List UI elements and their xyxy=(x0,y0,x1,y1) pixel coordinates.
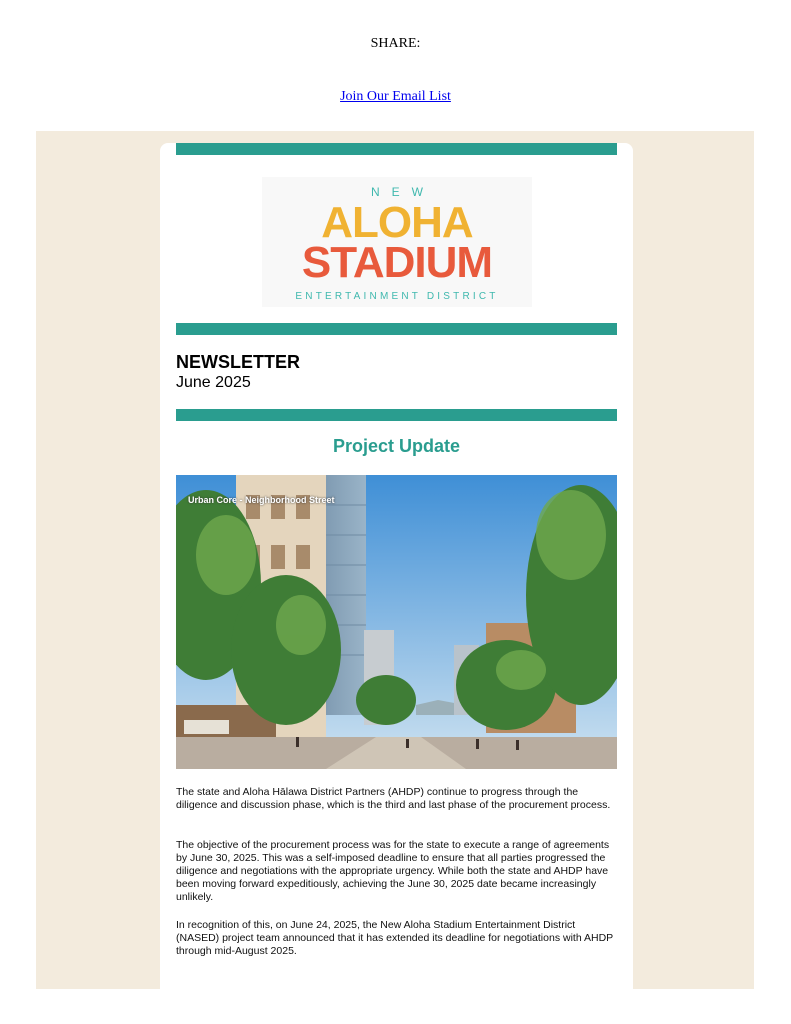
join-email-list-link[interactable]: Join Our Email List xyxy=(340,89,451,104)
logo-district-text: ENTERTAINMENT DISTRICT xyxy=(295,291,499,302)
paragraph-2: The objective of the procurement process was for the state to execute a range of agreements by June 30, 2025. This was a self-imposed deadline to ensure that all parties progressed the diligence and negotiations with the appropriate urgency. While both the state and AHDP have been moving forward expeditiously, achieving the June 30, 2025 date became increasingly unlikely. xyxy=(176,839,610,903)
image-caption: Urban Core - Neighborhood Street xyxy=(188,495,335,505)
share-label: SHARE: xyxy=(370,36,421,51)
newsletter-date: June 2025 xyxy=(176,374,251,391)
newsletter-title: NEWSLETTER xyxy=(176,352,300,372)
logo-stadium-text: STADIUM xyxy=(301,238,493,287)
aloha-stadium-logo xyxy=(262,177,532,307)
logo-new-text: NEW xyxy=(371,185,435,199)
urban-core-rendering-image xyxy=(176,475,617,769)
logo-aloha-text: ALOHA xyxy=(321,198,473,247)
paragraph-1: The state and Aloha Hālawa District Partners (AHDP) continue to progress through the diligence and discussion phase, which is the third and last phase of the procurement process. xyxy=(176,786,611,811)
paragraph-3: In recognition of this, on June 24, 2025, the New Aloha Stadium Entertainment District (NASED) project team announced that it has extended its deadline for negotiations with AHDP through mid-August 2025. xyxy=(176,919,613,957)
join-email-list xyxy=(0,89,791,105)
logo-divider xyxy=(176,323,617,335)
section-heading: Project Update xyxy=(332,436,461,456)
section-divider xyxy=(176,409,617,421)
top-divider xyxy=(176,143,617,155)
